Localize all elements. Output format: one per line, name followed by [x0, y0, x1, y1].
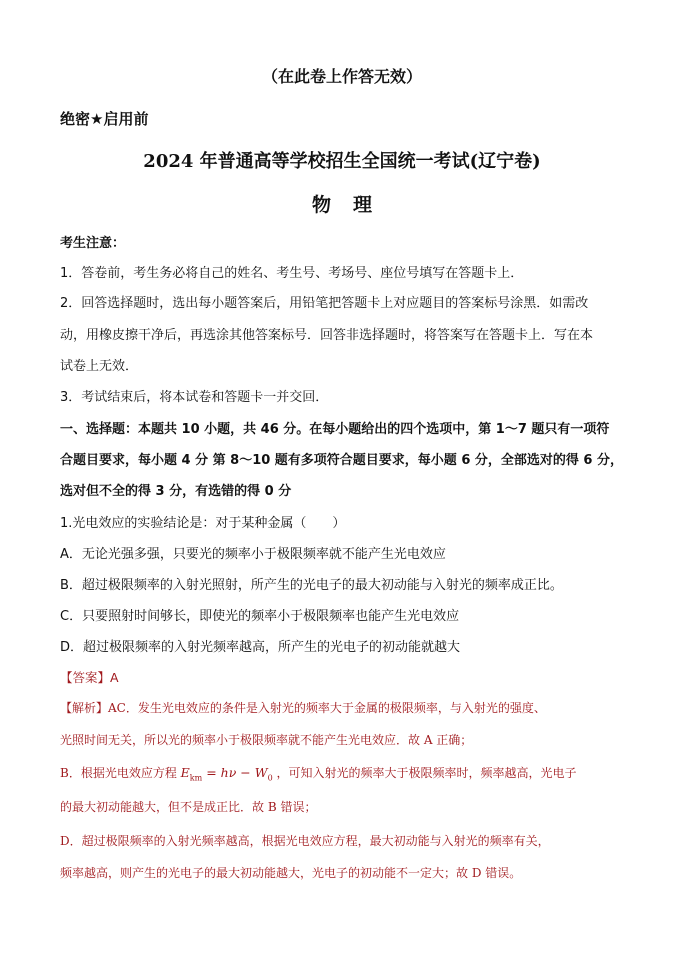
analysis-line-1: 【解析】AC．发生光电效应的条件是入射光的频率大于金属的极限频率，与入射光的强度、: [60, 701, 546, 715]
confidential-label: 绝密★启用前: [60, 110, 149, 128]
analysis-line-2: 光照时间无关，所以光的频率小于极限频率就不能产生光电效应．故 A 正确；: [60, 733, 473, 747]
exam-title: 2024 年普通高等学校招生全国统一考试(辽宁卷): [143, 151, 541, 172]
photoelectric-equation: [180, 765, 273, 783]
option-a: A．无论光强多强，只要光的频率小于极限频率就不能产生光电效应: [60, 547, 446, 562]
section-instructions-line-1: 一、选择题：本题共 10 小题，共 46 分。在每小题给出的四个选项中，第 1～7 题只有一项符: [60, 422, 610, 437]
option-d: D．超过极限频率的入射光频率越高，所产生的光电子的初动能就越大: [60, 640, 461, 655]
option-b: B．超过极限频率的入射光照射，所产生的光电子的最大初动能与入射光的频率成正比。: [60, 578, 563, 593]
option-c: C．只要照射时间够长，即使光的频率小于极限频率也能产生光电效应: [60, 609, 460, 624]
question-stem: 1.光电效应的实验结论是：对于某种金属（ ）: [60, 516, 346, 531]
analysis-b-prefix: B．根据光电效应方程: [60, 766, 177, 780]
invalid-answer-notice: （在此卷上作答无效）: [261, 67, 422, 86]
formula-sub-0: 0: [267, 773, 273, 783]
note-item-1: 1．答卷前，考生务必将自己的姓名、考生号、考场号、座位号填写在答题卡上．: [60, 266, 524, 281]
formula-rest: = hν − W: [202, 765, 268, 780]
analysis-b-line-2: 的最大初动能越大，但不是成正比．故 B 错误；: [60, 800, 317, 814]
note-item-3: 3．考试结束后，将本试卷和答题卡一并交回．: [60, 390, 329, 405]
note-item-2-line-2: 动，用橡皮擦干净后，再选涂其他答案标号．回答非选择题时，将答案写在答题卡上．写在本: [60, 328, 594, 343]
answer-label: 【答案】A: [60, 670, 119, 685]
note-item-2-line-3: 试卷上无效．: [60, 359, 139, 374]
analysis-b-line-1: [60, 764, 577, 783]
analysis-d-line-1: D．超过极限频率的入射光频率越高，根据光电效应方程，最大初动能与入射光的频率有关，: [60, 834, 550, 848]
note-item-2-line-1: 2．回答选择题时，选出每小题答案后，用铅笔把答题卡上对应题目的答案标号涂黑．如需改: [60, 296, 589, 311]
subject-title: 物理: [311, 194, 394, 216]
section-instructions-line-3: 选对但不全的得 3 分，有选错的得 0 分: [60, 484, 292, 499]
formula-sub-km: km: [189, 773, 203, 783]
analysis-b-suffix: ，可知入射光的频率大于极限频率时，频率越高，光电子: [276, 766, 577, 780]
formula-e: E: [180, 765, 190, 780]
analysis-d-line-2: 频率越高，则产生的光电子的最大初动能越大，光电子的初动能不一定大；故 D 错误。: [60, 866, 522, 880]
notes-heading: 考生注意：: [60, 236, 126, 251]
section-instructions-line-2: 合题目要求，每小题 4 分 第 8～10 题有多项符合题目要求，每小题 6 分，全部选对的得 6 分，: [60, 453, 624, 468]
